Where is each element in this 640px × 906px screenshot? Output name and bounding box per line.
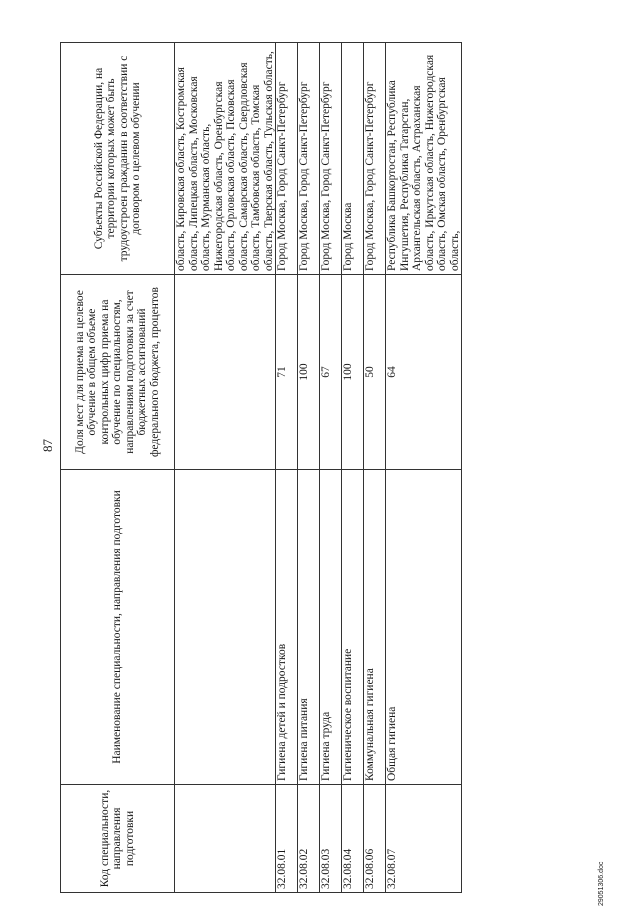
table-row [364, 43, 386, 893]
table-row [320, 43, 342, 893]
rotated-page-content [60, 43, 595, 893]
table-header-row [61, 43, 175, 893]
header-code: Код специальности, направления подготовки [61, 785, 175, 893]
header-subjects: Субъекты Российской Федерации, на территории которых может быть трудоустроен гражданин в соответствии с договором о целевом обучении [61, 43, 175, 275]
row-subjects: Город Москва, Город Санкт-Петербург [276, 43, 298, 275]
row-name: Гигиена питания [298, 470, 320, 785]
header-share: Доля мест для приема на целевое обучение в общем объеме контрольных цифр приема на обучение по специальностям, направлениям подготовки за счет бюджетных ассигнований федерального бюджета, процентов [61, 275, 175, 470]
row-code: 32.08.03 [320, 785, 342, 893]
header-name: Наименование специальности, направления подготовки [61, 470, 175, 785]
page-number: 87 [40, 439, 55, 452]
row-code: 32.08.07 [386, 785, 462, 893]
row-share: 50 [364, 275, 386, 470]
table-row [276, 43, 298, 893]
table-row [386, 43, 462, 893]
row-name: Гигиена детей и подростков [276, 470, 298, 785]
row-subjects: Город Москва, Город Санкт-Петербург [320, 43, 342, 275]
row-share: 71 [276, 275, 298, 470]
row-share: 100 [298, 275, 320, 470]
continuation-row [175, 43, 276, 893]
row-subjects: Город Москва, Город Санкт-Петербург [364, 43, 386, 275]
row-subjects: Город Москва [342, 43, 364, 275]
row-share: 100 [342, 275, 364, 470]
row-subjects: Республика Башкортостан, Республика Ингушетия, Республика Татарстан, Архангельская область, Астраханская область, Иркутская область, Нижегородская область, Омская область, Оренбургская область, [386, 43, 462, 275]
row-subjects: Город Москва, Город Санкт-Петербург [298, 43, 320, 275]
continuation-subjects: область, Кировская область, Костромская область, Липецкая область, Московская область, Мурманская область, Нижегородская область, Оренбургская область, Орловская область, Псковская область, Самарская область, Свердловская область, Тамбовская область, Томская область, Тверская область, Тульская область, [175, 43, 276, 275]
table-row [342, 43, 364, 893]
row-code: 32.08.01 [276, 785, 298, 893]
row-name: Коммунальная гигиена [364, 470, 386, 785]
row-share: 67 [320, 275, 342, 470]
table-row [298, 43, 320, 893]
row-name: Гигиеническое воспитание [342, 470, 364, 785]
footer-file-code: 29051306.doc [598, 861, 605, 906]
row-code: 32.08.04 [342, 785, 364, 893]
row-code: 32.08.06 [364, 785, 386, 893]
targeted-training-table [60, 42, 462, 893]
row-name: Гигиена труда [320, 470, 342, 785]
row-name: Общая гигиена [386, 470, 462, 785]
row-code: 32.08.02 [298, 785, 320, 893]
row-share: 64 [386, 275, 462, 470]
